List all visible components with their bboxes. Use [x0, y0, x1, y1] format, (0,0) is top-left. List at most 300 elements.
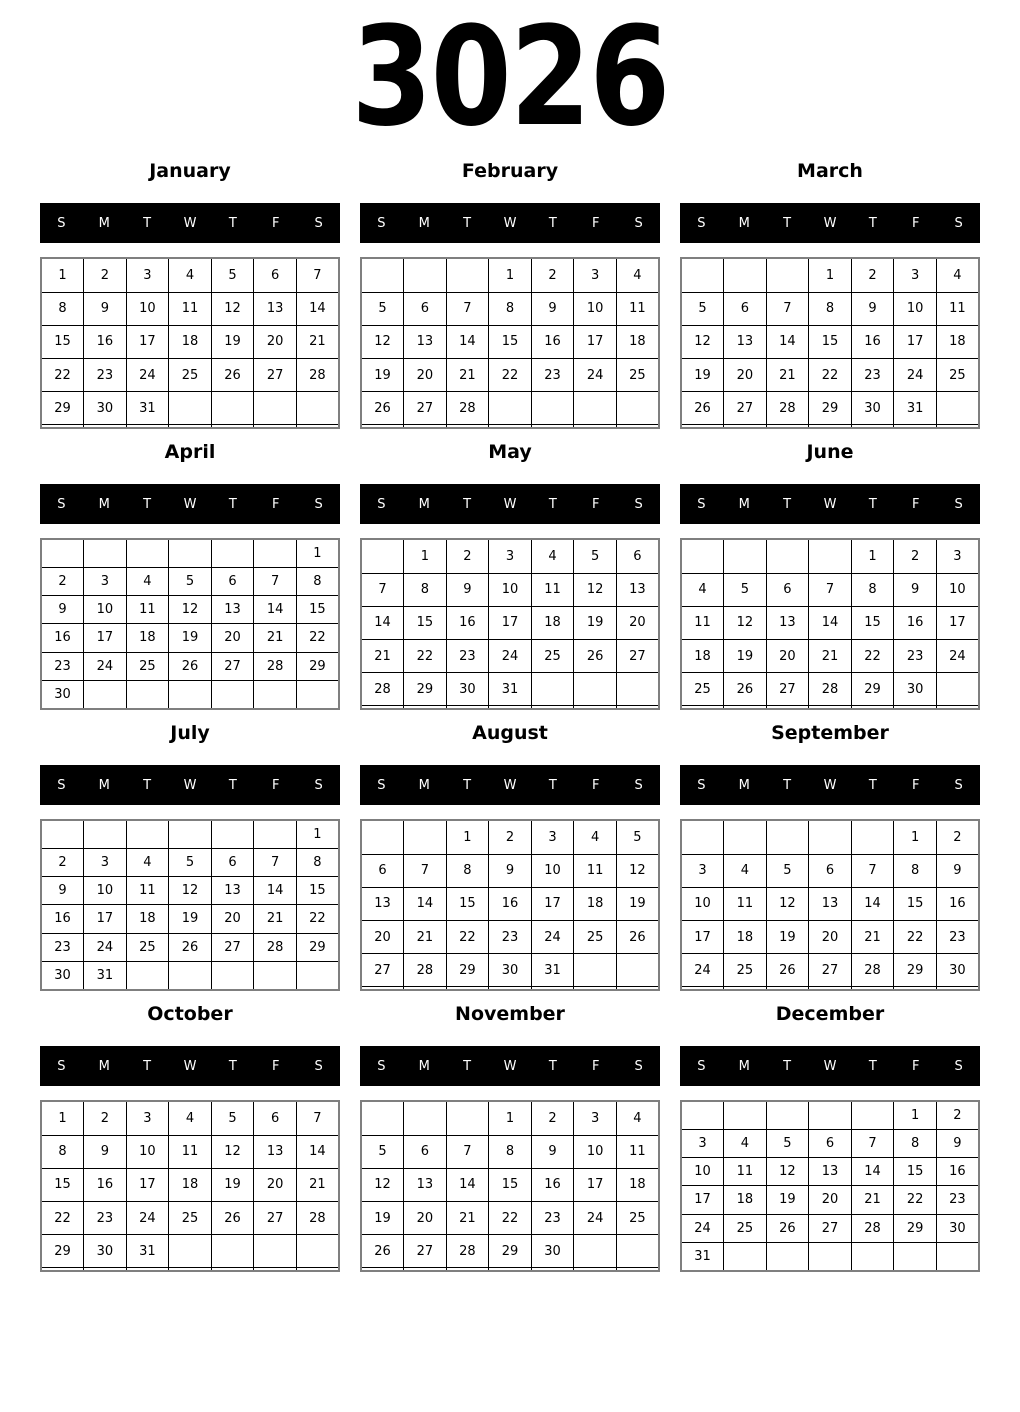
weekday-label: T [143, 777, 152, 793]
day-cell: 30 [446, 673, 489, 706]
month-block-april [40, 441, 340, 710]
empty-day-cell [766, 1101, 809, 1130]
weekday-label: T [548, 215, 557, 231]
day-cell: 20 [809, 921, 852, 954]
month-block-march [680, 160, 980, 429]
day-cell: 19 [766, 1186, 809, 1214]
weekday-label: S [954, 496, 963, 512]
day-cell: 18 [724, 1186, 767, 1214]
day-cell: 20 [254, 1168, 297, 1201]
day-cell: 26 [361, 392, 404, 425]
day-cell: 22 [296, 905, 339, 933]
week-row [681, 1101, 979, 1130]
day-cell: 22 [41, 1202, 84, 1235]
empty-day-cell [84, 1268, 127, 1271]
day-cell: 3 [126, 258, 169, 292]
month-title: March [797, 160, 863, 182]
day-cell: 10 [531, 854, 574, 887]
day-cell: 11 [531, 573, 574, 606]
month-block-january [40, 160, 340, 429]
weekday-label: S [634, 215, 643, 231]
week-row [681, 1158, 979, 1186]
day-cell: 14 [446, 1168, 489, 1201]
week-row [361, 606, 659, 639]
day-cell: 12 [361, 325, 404, 358]
empty-day-cell [681, 258, 724, 292]
empty-day-cell [126, 1268, 169, 1271]
weekday-label: S [377, 777, 386, 793]
weekday-label: M [738, 1058, 750, 1074]
empty-day-cell [809, 539, 852, 573]
week-row [681, 258, 979, 292]
month-block-october [40, 1003, 340, 1272]
week-row [361, 573, 659, 606]
day-cell: 30 [851, 392, 894, 425]
day-cell: 18 [616, 1168, 659, 1201]
week-row [681, 1186, 979, 1214]
day-cell: 14 [446, 325, 489, 358]
weekday-label: S [314, 1058, 323, 1074]
week-row [681, 987, 979, 990]
day-cell: 17 [489, 606, 532, 639]
day-cell: 28 [296, 359, 339, 392]
empty-day-cell [851, 425, 894, 428]
day-cell: 26 [616, 921, 659, 954]
day-cell: 10 [574, 292, 617, 325]
empty-day-cell [361, 539, 404, 573]
day-cell: 12 [574, 573, 617, 606]
day-cell: 21 [254, 624, 297, 652]
day-cell: 11 [724, 1158, 767, 1186]
day-cell: 15 [296, 877, 339, 905]
day-cell: 4 [936, 258, 979, 292]
day-cell: 14 [296, 292, 339, 325]
week-row [41, 652, 339, 680]
empty-day-cell [724, 539, 767, 573]
week-row [681, 820, 979, 854]
empty-day-cell [446, 425, 489, 428]
day-cell: 3 [84, 568, 127, 596]
empty-day-cell [574, 954, 617, 987]
day-cell: 28 [446, 1235, 489, 1268]
day-cell: 13 [211, 877, 254, 905]
day-cell: 23 [894, 640, 937, 673]
weekday-label: S [954, 1058, 963, 1074]
weekday-label: W [503, 1058, 517, 1074]
day-cell: 30 [41, 680, 84, 709]
empty-day-cell [126, 425, 169, 428]
empty-day-cell [254, 680, 297, 709]
month-days-table [680, 1100, 980, 1272]
day-cell: 31 [489, 673, 532, 706]
day-cell: 24 [489, 640, 532, 673]
month-title: January [149, 160, 231, 182]
day-cell: 24 [574, 1202, 617, 1235]
day-cell: 15 [851, 606, 894, 639]
day-cell: 29 [41, 1235, 84, 1268]
day-cell: 14 [296, 1135, 339, 1168]
day-cell: 27 [211, 652, 254, 680]
empty-day-cell [296, 425, 339, 428]
month-days-table [360, 257, 660, 429]
empty-day-cell [211, 1235, 254, 1268]
day-cell: 23 [531, 359, 574, 392]
day-cell: 15 [489, 1168, 532, 1201]
day-cell: 24 [84, 652, 127, 680]
empty-day-cell [296, 680, 339, 709]
day-cell: 17 [84, 624, 127, 652]
empty-day-cell [851, 820, 894, 854]
empty-day-cell [531, 706, 574, 709]
weekday-label: S [634, 1058, 643, 1074]
day-cell: 26 [211, 1202, 254, 1235]
day-cell: 23 [489, 921, 532, 954]
day-cell: 5 [169, 568, 212, 596]
empty-day-cell [574, 425, 617, 428]
week-row [41, 849, 339, 877]
weekday-label: W [183, 777, 197, 793]
empty-day-cell [574, 987, 617, 990]
day-cell: 28 [404, 954, 447, 987]
day-cell: 20 [616, 606, 659, 639]
day-cell: 19 [361, 1202, 404, 1235]
day-cell: 18 [531, 606, 574, 639]
day-cell: 4 [531, 539, 574, 573]
weekday-label: S [634, 777, 643, 793]
week-row [681, 1130, 979, 1158]
weekday-label: S [697, 215, 706, 231]
empty-day-cell [809, 425, 852, 428]
empty-day-cell [766, 820, 809, 854]
month-days-table [40, 1100, 340, 1272]
month-days-table [40, 819, 340, 991]
day-cell: 13 [254, 1135, 297, 1168]
day-cell: 1 [41, 258, 84, 292]
day-cell: 25 [126, 933, 169, 961]
day-cell: 10 [84, 596, 127, 624]
empty-day-cell [531, 1268, 574, 1271]
empty-day-cell [254, 1268, 297, 1271]
empty-day-cell [254, 539, 297, 568]
month-title: December [775, 1003, 885, 1025]
day-cell: 13 [404, 325, 447, 358]
week-row [361, 359, 659, 392]
day-cell: 22 [894, 921, 937, 954]
weekday-label: M [418, 215, 430, 231]
day-cell: 12 [681, 325, 724, 358]
week-row [361, 706, 659, 709]
day-cell: 27 [254, 359, 297, 392]
day-cell: 24 [126, 1202, 169, 1235]
month-block-november [360, 1003, 660, 1272]
empty-day-cell [681, 820, 724, 854]
day-cell: 31 [126, 1235, 169, 1268]
day-cell: 19 [211, 1168, 254, 1201]
day-cell: 21 [851, 1186, 894, 1214]
day-cell: 21 [361, 640, 404, 673]
week-row [681, 359, 979, 392]
day-cell: 9 [894, 573, 937, 606]
day-cell: 29 [894, 954, 937, 987]
weekday-header-row [40, 1046, 340, 1086]
weekday-label: T [783, 215, 792, 231]
week-row [681, 573, 979, 606]
day-cell: 30 [84, 1235, 127, 1268]
week-row [681, 706, 979, 709]
day-cell: 29 [41, 392, 84, 425]
week-row [361, 1135, 659, 1168]
day-cell: 27 [766, 673, 809, 706]
weekday-label: T [868, 496, 877, 512]
day-cell: 4 [126, 849, 169, 877]
weekday-label: S [57, 777, 66, 793]
weekday-label: S [57, 1058, 66, 1074]
empty-day-cell [681, 539, 724, 573]
day-cell: 16 [489, 887, 532, 920]
empty-day-cell [616, 425, 659, 428]
week-row [681, 292, 979, 325]
day-cell: 16 [936, 887, 979, 920]
week-row [681, 954, 979, 987]
day-cell: 27 [809, 1214, 852, 1242]
empty-day-cell [766, 539, 809, 573]
weekday-label: W [823, 777, 837, 793]
empty-day-cell [211, 961, 254, 990]
day-cell: 8 [296, 849, 339, 877]
day-cell: 23 [936, 921, 979, 954]
day-cell: 28 [851, 1214, 894, 1242]
weekday-label: W [823, 215, 837, 231]
weekday-label: S [314, 777, 323, 793]
empty-day-cell [681, 987, 724, 990]
empty-day-cell [404, 1268, 447, 1271]
day-cell: 15 [446, 887, 489, 920]
week-row [681, 673, 979, 706]
month-days-table [360, 1100, 660, 1272]
day-cell: 24 [681, 954, 724, 987]
empty-day-cell [574, 673, 617, 706]
day-cell: 14 [254, 877, 297, 905]
day-cell: 13 [616, 573, 659, 606]
day-cell: 21 [766, 359, 809, 392]
empty-day-cell [126, 539, 169, 568]
month-title: November [455, 1003, 565, 1025]
day-cell: 13 [766, 606, 809, 639]
week-row [681, 392, 979, 425]
empty-day-cell [84, 539, 127, 568]
day-cell: 20 [809, 1186, 852, 1214]
empty-day-cell [361, 258, 404, 292]
month-days-table [680, 819, 980, 991]
day-cell: 19 [169, 624, 212, 652]
week-row [361, 392, 659, 425]
day-cell: 28 [851, 954, 894, 987]
day-cell: 4 [574, 820, 617, 854]
weekday-label: W [503, 215, 517, 231]
empty-day-cell [41, 820, 84, 849]
day-cell: 5 [616, 820, 659, 854]
day-cell: 17 [574, 1168, 617, 1201]
empty-day-cell [851, 987, 894, 990]
day-cell: 1 [296, 539, 339, 568]
month-title: May [488, 441, 532, 463]
empty-day-cell [724, 425, 767, 428]
day-cell: 13 [254, 292, 297, 325]
empty-day-cell [531, 392, 574, 425]
empty-day-cell [936, 673, 979, 706]
empty-day-cell [681, 1101, 724, 1130]
day-cell: 15 [404, 606, 447, 639]
empty-day-cell [41, 539, 84, 568]
day-cell: 28 [296, 1202, 339, 1235]
weekday-label: T [868, 1058, 877, 1074]
day-cell: 11 [169, 1135, 212, 1168]
day-cell: 5 [574, 539, 617, 573]
day-cell: 1 [41, 1101, 84, 1135]
weekday-header-row [680, 1046, 980, 1086]
week-row [41, 1235, 339, 1268]
week-row [361, 292, 659, 325]
empty-day-cell [211, 392, 254, 425]
week-row [41, 961, 339, 990]
week-row [361, 1202, 659, 1235]
week-row [361, 325, 659, 358]
weekday-label: F [271, 496, 280, 512]
day-cell: 25 [169, 1202, 212, 1235]
empty-day-cell [574, 706, 617, 709]
day-cell: 26 [211, 359, 254, 392]
weekday-label: M [418, 496, 430, 512]
day-cell: 20 [254, 325, 297, 358]
day-cell: 13 [361, 887, 404, 920]
day-cell: 8 [489, 292, 532, 325]
day-cell: 3 [894, 258, 937, 292]
day-cell: 9 [489, 854, 532, 887]
day-cell: 5 [766, 1130, 809, 1158]
month-days-table [680, 257, 980, 429]
empty-day-cell [894, 425, 937, 428]
empty-day-cell [446, 987, 489, 990]
day-cell: 21 [296, 325, 339, 358]
day-cell: 16 [936, 1158, 979, 1186]
day-cell: 8 [404, 573, 447, 606]
empty-day-cell [254, 961, 297, 990]
weekday-label: T [228, 496, 237, 512]
day-cell: 3 [126, 1101, 169, 1135]
day-cell: 31 [531, 954, 574, 987]
day-cell: 24 [531, 921, 574, 954]
day-cell: 3 [681, 1130, 724, 1158]
empty-day-cell [211, 1268, 254, 1271]
day-cell: 6 [361, 854, 404, 887]
day-cell: 8 [41, 1135, 84, 1168]
day-cell: 17 [681, 1186, 724, 1214]
day-cell: 22 [489, 1202, 532, 1235]
day-cell: 7 [851, 1130, 894, 1158]
weekday-label: S [697, 1058, 706, 1074]
day-cell: 9 [41, 877, 84, 905]
day-cell: 9 [936, 854, 979, 887]
week-row [41, 596, 339, 624]
weekday-label: F [591, 777, 600, 793]
day-cell: 23 [41, 652, 84, 680]
day-cell: 20 [211, 905, 254, 933]
day-cell: 28 [809, 673, 852, 706]
day-cell: 29 [296, 652, 339, 680]
day-cell: 22 [894, 1186, 937, 1214]
month-block-february [360, 160, 660, 429]
day-cell: 15 [296, 596, 339, 624]
day-cell: 11 [616, 292, 659, 325]
day-cell: 31 [84, 961, 127, 990]
empty-day-cell [936, 392, 979, 425]
weekday-label: S [377, 215, 386, 231]
day-cell: 15 [894, 1158, 937, 1186]
day-cell: 18 [126, 905, 169, 933]
weekday-label: F [911, 777, 920, 793]
empty-day-cell [404, 820, 447, 854]
empty-day-cell [254, 820, 297, 849]
day-cell: 5 [169, 849, 212, 877]
empty-day-cell [766, 425, 809, 428]
week-row [41, 1101, 339, 1135]
day-cell: 21 [254, 905, 297, 933]
week-row [41, 359, 339, 392]
day-cell: 22 [41, 359, 84, 392]
day-cell: 20 [404, 1202, 447, 1235]
day-cell: 14 [404, 887, 447, 920]
day-cell: 27 [254, 1202, 297, 1235]
empty-day-cell [766, 1242, 809, 1271]
week-row [41, 539, 339, 568]
day-cell: 24 [84, 933, 127, 961]
day-cell: 3 [574, 1101, 617, 1135]
empty-day-cell [126, 961, 169, 990]
day-cell: 14 [851, 1158, 894, 1186]
day-cell: 24 [574, 359, 617, 392]
weekday-label: T [868, 777, 877, 793]
day-cell: 10 [126, 292, 169, 325]
empty-day-cell [851, 1242, 894, 1271]
empty-day-cell [531, 425, 574, 428]
day-cell: 6 [211, 568, 254, 596]
week-row [681, 606, 979, 639]
weekday-header-row [40, 765, 340, 805]
week-row [681, 325, 979, 358]
week-row [41, 392, 339, 425]
weekday-label: T [463, 1058, 472, 1074]
day-cell: 1 [296, 820, 339, 849]
day-cell: 12 [766, 887, 809, 920]
weekday-label: M [98, 777, 110, 793]
day-cell: 1 [446, 820, 489, 854]
day-cell: 7 [254, 849, 297, 877]
empty-day-cell [936, 1242, 979, 1271]
day-cell: 13 [211, 596, 254, 624]
day-cell: 8 [446, 854, 489, 887]
day-cell: 19 [574, 606, 617, 639]
weekday-label: F [591, 215, 600, 231]
weekday-header-row [360, 484, 660, 524]
empty-day-cell [404, 1101, 447, 1135]
day-cell: 29 [851, 673, 894, 706]
day-cell: 12 [169, 877, 212, 905]
weekday-label: W [183, 496, 197, 512]
day-cell: 30 [41, 961, 84, 990]
day-cell: 11 [616, 1135, 659, 1168]
week-row [681, 854, 979, 887]
day-cell: 25 [531, 640, 574, 673]
